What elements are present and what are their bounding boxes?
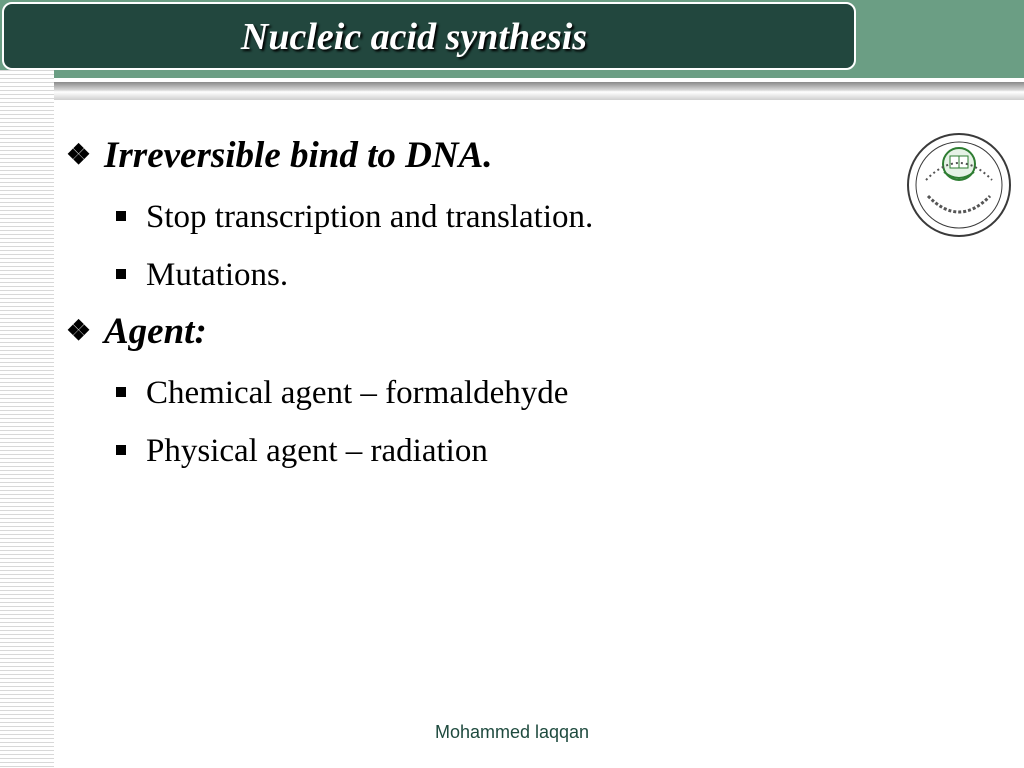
bullet-text: Agent:	[104, 311, 207, 352]
bullet-level2	[64, 372, 884, 414]
bullet-text: Chemical agent – formaldehyde	[146, 375, 569, 411]
square-bullet-icon	[116, 211, 126, 221]
side-stripes-top	[0, 70, 54, 78]
divider-bar	[0, 82, 1024, 100]
bullet-level2	[64, 254, 884, 296]
side-stripes	[0, 78, 54, 768]
bullet-level1	[64, 308, 884, 356]
bullet-text: Stop transcription and translation.	[146, 199, 594, 235]
title-box	[2, 2, 856, 70]
slide-title: Nucleic acid synthesis	[240, 16, 588, 58]
university-seal-logo	[906, 132, 1012, 238]
square-bullet-icon	[116, 269, 126, 279]
bullet-text: Irreversible bind to DNA.	[104, 135, 493, 176]
bullet-level2	[64, 430, 884, 472]
four-diamond-bullet-icon: ❖	[66, 316, 92, 347]
bullet-level2	[64, 196, 884, 238]
bullet-text: Physical agent – radiation	[146, 433, 488, 469]
footer-author: Mohammed laqqan	[434, 722, 590, 742]
square-bullet-icon	[116, 445, 126, 455]
four-diamond-bullet-icon: ❖	[66, 140, 92, 171]
bullet-text: Mutations.	[146, 257, 289, 293]
bullet-level1	[64, 132, 884, 180]
square-bullet-icon	[116, 387, 126, 397]
slide-content	[64, 132, 884, 472]
